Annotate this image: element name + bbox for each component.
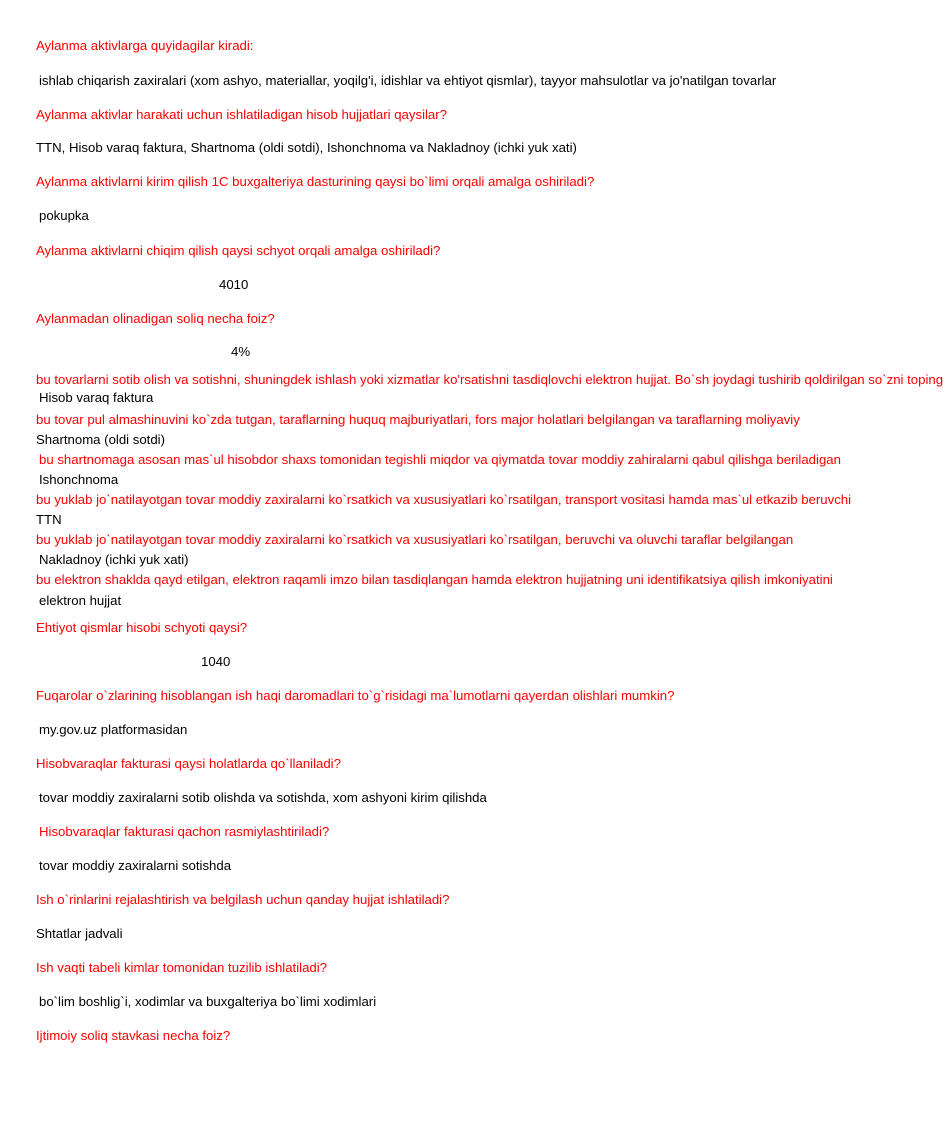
question-text: bu yuklab jo`natilayotgan tovar moddiy zaxiralarni ko`rsatkich va xususiyatlari ko`rsatilgan, transport vositasi hamda mas`ul etkazib beruvchi: [36, 492, 852, 507]
question-text: Hisobvaraqlar fakturasi qaysi holatlarda qo`llaniladi?: [36, 756, 341, 771]
answer-text: TTN, Hisob varaq faktura, Shartnoma (oldi sotdi), Ishonchnoma va Nakladnoy (ichki yuk xati): [36, 140, 577, 155]
question-text: Aylanma aktivlarni kirim qilish 1C buxgalteriya dasturining qaysi bo`limi orqali amalga oshiriladi?: [36, 174, 595, 189]
question-text: Ish vaqti tabeli kimlar tomonidan tuzilib ishlatiladi?: [36, 960, 328, 975]
question-text: Aylanma aktivlarni chiqim qilish qaysi schyot orqali amalga oshiriladi?: [36, 243, 441, 258]
question-text: bu tovar pul almashinuvini ko`zda tutgan, taraflarning huquq majburiyatlari, fors major holatlari belgilangan va taraflarning moliyaviy: [36, 412, 800, 427]
answer-text: 4010: [219, 277, 249, 292]
question-text: Aylanma aktivlarga quyidagilar kiradi:: [36, 38, 254, 53]
question-text: Ehtiyot qismlar hisobi schyoti qaysi?: [36, 620, 248, 635]
answer-text: my.gov.uz platformasidan: [39, 722, 188, 737]
question-text: Aylanma aktivlar harakati uchun ishlatiladigan hisob hujjatlari qaysilar?: [36, 107, 447, 122]
question-text: Fuqarolar o`zlarining hisoblangan ish haqi daromadlari to`g`risidagi ma`lumotlarni qayerdan olishlari mumkin?: [36, 688, 675, 703]
question-text: bu shartnomaga asosan mas`ul hisobdor shaxs tomonidan tegishli miqdor va qiymatda tovar moddiy zahiralarni qabul qilishga beriladigan: [39, 452, 841, 467]
answer-text: Ishonchnoma: [39, 472, 119, 487]
question-text: Aylanmadan olinadigan soliq necha foiz?: [36, 311, 275, 326]
answer-text: pokupka: [39, 208, 89, 223]
answer-text: tovar moddiy zaxiralarni sotib olishda va sotishda, xom ashyoni kirim qilishda: [39, 790, 487, 805]
question-text: bu yuklab jo`natilayotgan tovar moddiy zaxiralarni ko`rsatkich va xususiyatlari ko`rsatilgan, beruvchi va oluvchi taraflar belgilangan: [36, 532, 794, 547]
answer-text: TTN: [36, 512, 62, 527]
answer-text: Nakladnoy (ichki yuk xati): [39, 552, 189, 567]
answer-text: bo`lim boshlig`i, xodimlar va buxgalteriya bo`limi xodimlari: [39, 994, 377, 1009]
answer-text: tovar moddiy zaxiralarni sotishda: [39, 858, 232, 873]
question-text: Ish o`rinlarini rejalashtirish va belgilash uchun qanday hujjat ishlatiladi?: [36, 892, 450, 907]
answer-text: Hisob varaq faktura: [39, 390, 154, 405]
answer-text: 4%: [231, 344, 251, 359]
answer-text: ishlab chiqarish zaxiralari (xom ashyo, materiallar, yoqilg'i, idishlar va ehtiyot qismlar), tayyor mahsulotlar va jo'natilgan tovarlar: [39, 73, 777, 88]
answer-text: Shtatlar jadvali: [36, 926, 123, 941]
question-text: bu elektron shaklda qayd etilgan, elektron raqamli imzo bilan tasdiqlangan hamda elektron hujjatning uni identifikatsiya qilish imkoniyatini: [36, 572, 833, 587]
question-text: Hisobvaraqlar fakturasi qachon rasmiylashtiriladi?: [39, 824, 330, 839]
question-text: Ijtimoiy soliq stavkasi necha foiz?: [36, 1028, 231, 1043]
answer-text: 1040: [201, 654, 231, 669]
question-text: bu tovarlarni sotib olish va sotishni, shuningdek ishlash yoki xizmatlar ko'rsatishni tasdiqlovchi elektron hujjat. Bo`sh joydagi tushirib qoldirilgan so`zni toping: [36, 372, 943, 387]
answer-text: Shartnoma (oldi sotdi): [36, 432, 166, 447]
answer-text: elektron hujjat: [39, 593, 122, 608]
